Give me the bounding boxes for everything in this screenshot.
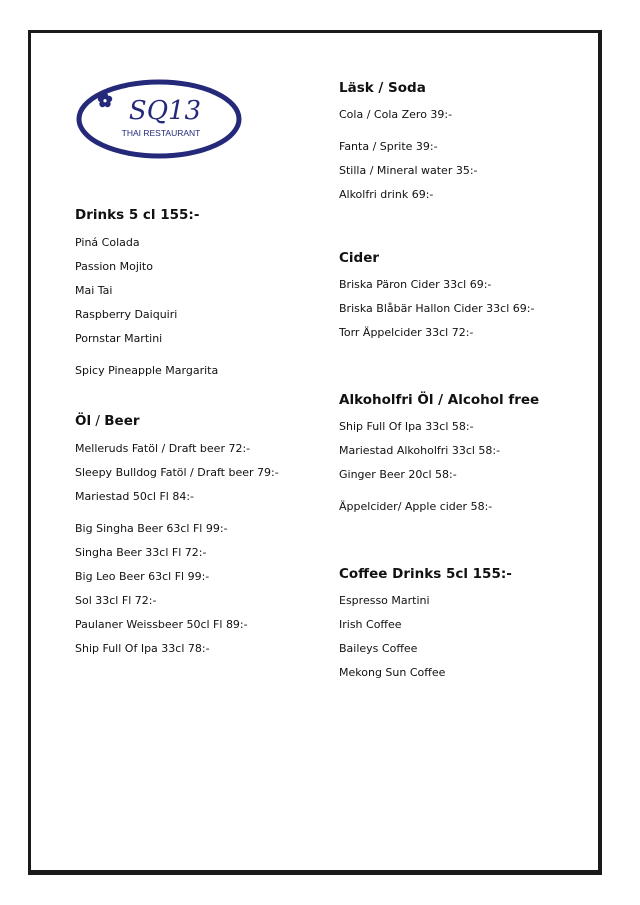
restaurant-logo	[75, 78, 243, 160]
coffee-item: Mekong Sun Coffee	[339, 666, 446, 679]
cider-heading: Cider	[339, 250, 380, 266]
beer-heading	[75, 413, 140, 429]
beer-item: Ship Full Of Ipa 33cl 78:-	[75, 642, 210, 655]
cider-item: Briska Blåbär Hallon Cider 33cl 69:-	[339, 302, 535, 315]
beer-heading-main: Öl	[75, 413, 92, 429]
soda-item: Stilla / Mineral water 35:-	[339, 164, 478, 177]
beer-item: Melleruds Fatöl / Draft beer 72:-	[75, 442, 251, 455]
logo-brand: SQ13	[128, 96, 202, 126]
cider-item: Torr Äppelcider 33cl 72:-	[339, 326, 474, 339]
beer-heading-rest: Beer	[104, 413, 140, 429]
alcfree-heading: Alkoholfri Öl / Alcohol free	[339, 392, 540, 408]
beer-item: Singha Beer 33cl Fl 72:-	[75, 546, 207, 559]
coffee-item: Irish Coffee	[339, 618, 402, 631]
drinks-item: Raspberry Daiquiri	[75, 308, 178, 321]
drinks-heading: Drinks 5 cl 155:-	[75, 207, 200, 223]
soda-item: Fanta / Sprite 39:-	[339, 140, 438, 153]
beer-item: Paulaner Weissbeer 50cl Fl 89:-	[75, 618, 248, 631]
cider-item: Briska Päron Cider 33cl 69:-	[339, 278, 492, 291]
drinks-item: Mai Tai	[75, 284, 113, 297]
logo-subtitle: THAI RESTAURANT	[121, 128, 201, 138]
soda-heading: Läsk / Soda	[339, 80, 426, 96]
coffee-item: Espresso Martini	[339, 594, 430, 607]
beer-item: Mariestad 50cl Fl 84:-	[75, 490, 194, 503]
soda-item: Alkolfri drink 69:-	[339, 188, 434, 201]
beer-item: Big Leo Beer 63cl Fl 99:-	[75, 570, 210, 583]
drinks-item: Passion Mojito	[75, 260, 153, 273]
alcfree-item: Ginger Beer 20cl 58:-	[339, 468, 457, 481]
coffee-item: Baileys Coffee	[339, 642, 418, 655]
coffee-heading: Coffee Drinks 5cl 155:-	[339, 566, 512, 582]
beer-item: Sol 33cl Fl 72:-	[75, 594, 157, 607]
drinks-item: Piná Colada	[75, 236, 140, 249]
beer-item: Big Singha Beer 63cl Fl 99:-	[75, 522, 228, 535]
alcfree-item: Mariestad Alkoholfri 33cl 58:-	[339, 444, 501, 457]
drinks-item: Pornstar Martini	[75, 332, 163, 345]
beer-heading-sep: /	[91, 413, 105, 429]
beer-item: Sleepy Bulldog Fatöl / Draft beer 79:-	[75, 466, 279, 479]
drinks-item: Spicy Pineapple Margarita	[75, 364, 219, 377]
soda-item: Cola / Cola Zero 39:-	[339, 108, 453, 121]
alcfree-item: Äppelcider/ Apple cider 58:-	[339, 500, 493, 513]
alcfree-item: Ship Full Of Ipa 33cl 58:-	[339, 420, 474, 433]
